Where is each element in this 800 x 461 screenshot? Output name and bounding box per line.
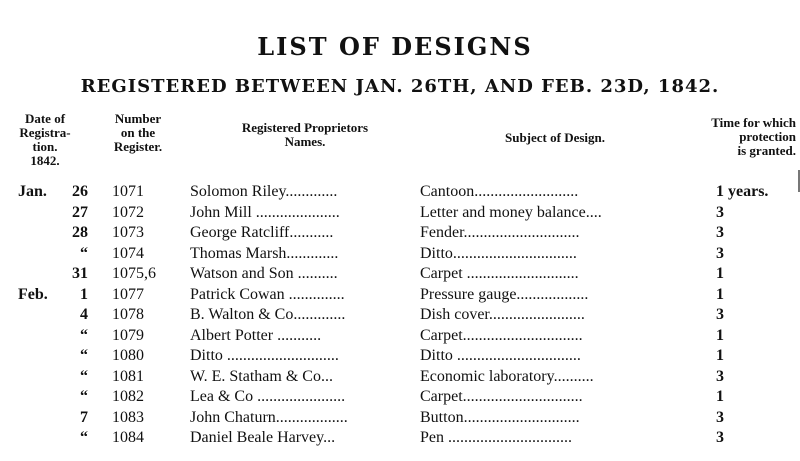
header-proprietors-line: Names. bbox=[284, 134, 326, 149]
row-day: 31 bbox=[72, 265, 88, 282]
row-proprietor: B. Walton & Co............. bbox=[190, 306, 346, 323]
row-subject: Letter and money balance.... bbox=[420, 203, 602, 221]
row-register-number: 1083 bbox=[112, 408, 144, 426]
row-day: 26 bbox=[72, 183, 88, 200]
row-proprietor: W. E. Statham & Co... bbox=[190, 367, 333, 385]
table-row bbox=[0, 346, 800, 367]
row-proprietor: Patrick Cowan .............. bbox=[190, 285, 345, 303]
header-number-line: Register. bbox=[113, 139, 163, 154]
row-proprietor: Watson and Son .......... bbox=[190, 265, 338, 282]
table-row bbox=[0, 305, 800, 326]
header-date-line: Registra- bbox=[19, 125, 71, 140]
row-register-number: 1075,6 bbox=[112, 265, 156, 282]
row-protection-time: 3 bbox=[716, 203, 724, 221]
header-subject bbox=[455, 131, 655, 145]
row-day: 27 bbox=[72, 203, 88, 221]
row-register-number: 1074 bbox=[112, 244, 144, 262]
row-subject: Carpet.............................. bbox=[420, 388, 583, 405]
row-subject: Economic laboratory.......... bbox=[420, 367, 594, 385]
table-row bbox=[0, 223, 800, 244]
table-row bbox=[0, 326, 800, 347]
header-proprietors-line: Registered Proprietors bbox=[241, 120, 369, 135]
row-month: Jan. bbox=[18, 183, 47, 200]
row-subject: Ditto............................... bbox=[420, 244, 577, 262]
row-subject: Carpet ............................ bbox=[420, 265, 579, 282]
row-protection-time: 1 bbox=[716, 285, 724, 303]
row-protection-time: 3 bbox=[716, 429, 724, 446]
header-number-line: Number bbox=[114, 111, 162, 126]
row-protection-time: 1 bbox=[716, 347, 724, 364]
row-proprietor: Ditto ............................ bbox=[190, 347, 339, 364]
row-subject: Carpet.............................. bbox=[420, 326, 583, 344]
row-proprietor: Albert Potter ........... bbox=[190, 326, 322, 344]
row-day: 4 bbox=[80, 306, 88, 323]
row-day: “ bbox=[80, 326, 88, 344]
row-protection-time: 1 bbox=[716, 265, 724, 282]
table-row bbox=[0, 387, 800, 408]
table-row bbox=[0, 182, 800, 203]
header-subject-line: Subject of Design. bbox=[504, 130, 606, 145]
row-register-number: 1081 bbox=[112, 367, 144, 385]
header-time bbox=[656, 116, 796, 158]
row-protection-time: 3 bbox=[716, 408, 724, 426]
header-date-line: Date of bbox=[24, 111, 66, 126]
row-register-number: 1073 bbox=[112, 224, 144, 241]
header-time-line: is granted. bbox=[737, 143, 796, 158]
row-proprietor: John Chaturn.................. bbox=[190, 408, 348, 426]
header-number bbox=[96, 112, 180, 154]
row-day: “ bbox=[80, 367, 88, 385]
row-protection-time: 1 bbox=[716, 326, 724, 344]
row-register-number: 1078 bbox=[112, 306, 144, 323]
row-day: “ bbox=[80, 244, 88, 262]
row-register-number: 1080 bbox=[112, 347, 144, 364]
row-register-number: 1072 bbox=[112, 203, 144, 221]
row-proprietor: Thomas Marsh............. bbox=[190, 244, 339, 262]
table-row bbox=[0, 367, 800, 388]
row-protection-time: 3 bbox=[716, 306, 724, 323]
header-date-line: tion. bbox=[32, 139, 58, 154]
row-register-number: 1082 bbox=[112, 388, 144, 405]
row-subject: Pressure gauge.................. bbox=[420, 285, 589, 303]
row-proprietor: Lea & Co ...................... bbox=[190, 388, 346, 405]
table-row bbox=[0, 244, 800, 265]
row-subject: Fender............................. bbox=[420, 224, 580, 241]
row-day: 1 bbox=[80, 285, 88, 303]
header-date-line: 1842. bbox=[30, 153, 60, 168]
table-row bbox=[0, 408, 800, 429]
row-register-number: 1084 bbox=[112, 429, 144, 446]
row-register-number: 1077 bbox=[112, 285, 144, 303]
row-register-number: 1079 bbox=[112, 326, 144, 344]
page-subtitle: REGISTERED BETWEEN JAN. 26TH, AND FEB. 23D, 1842. bbox=[80, 76, 720, 97]
row-protection-time: 3 bbox=[716, 244, 724, 262]
row-protection-time: 1 years. bbox=[716, 183, 769, 200]
row-day: “ bbox=[80, 347, 88, 364]
row-subject: Cantoon.......................... bbox=[420, 183, 579, 200]
row-subject: Pen ............................... bbox=[420, 429, 572, 446]
row-register-number: 1071 bbox=[112, 183, 144, 200]
row-day: “ bbox=[80, 429, 88, 446]
row-subject: Button............................. bbox=[420, 408, 580, 426]
row-proprietor: George Ratcliff........... bbox=[190, 224, 334, 241]
row-proprietor: Solomon Riley............. bbox=[190, 183, 338, 200]
header-time-line: protection bbox=[739, 129, 796, 144]
designs-table bbox=[0, 182, 800, 449]
row-day: 28 bbox=[72, 224, 88, 241]
row-subject: Ditto ............................... bbox=[420, 347, 581, 364]
header-number-line: on the bbox=[120, 125, 156, 140]
row-day: 7 bbox=[80, 408, 88, 426]
row-month: Feb. bbox=[18, 285, 48, 303]
header-proprietors bbox=[200, 121, 410, 149]
row-day: “ bbox=[80, 388, 88, 405]
row-protection-time: 1 bbox=[716, 388, 724, 405]
table-row bbox=[0, 203, 800, 224]
row-proprietor: John Mill ..................... bbox=[190, 203, 340, 221]
page-title: LIST OF DESIGNS bbox=[257, 32, 533, 61]
header-date bbox=[6, 112, 84, 168]
header-time-line: Time for which bbox=[711, 115, 796, 130]
row-proprietor: Daniel Beale Harvey... bbox=[190, 429, 336, 446]
table-row bbox=[0, 285, 800, 306]
row-protection-time: 3 bbox=[716, 367, 724, 385]
table-row bbox=[0, 428, 800, 449]
table-row bbox=[0, 264, 800, 285]
row-subject: Dish cover........................ bbox=[420, 306, 585, 323]
row-protection-time: 3 bbox=[716, 224, 724, 241]
